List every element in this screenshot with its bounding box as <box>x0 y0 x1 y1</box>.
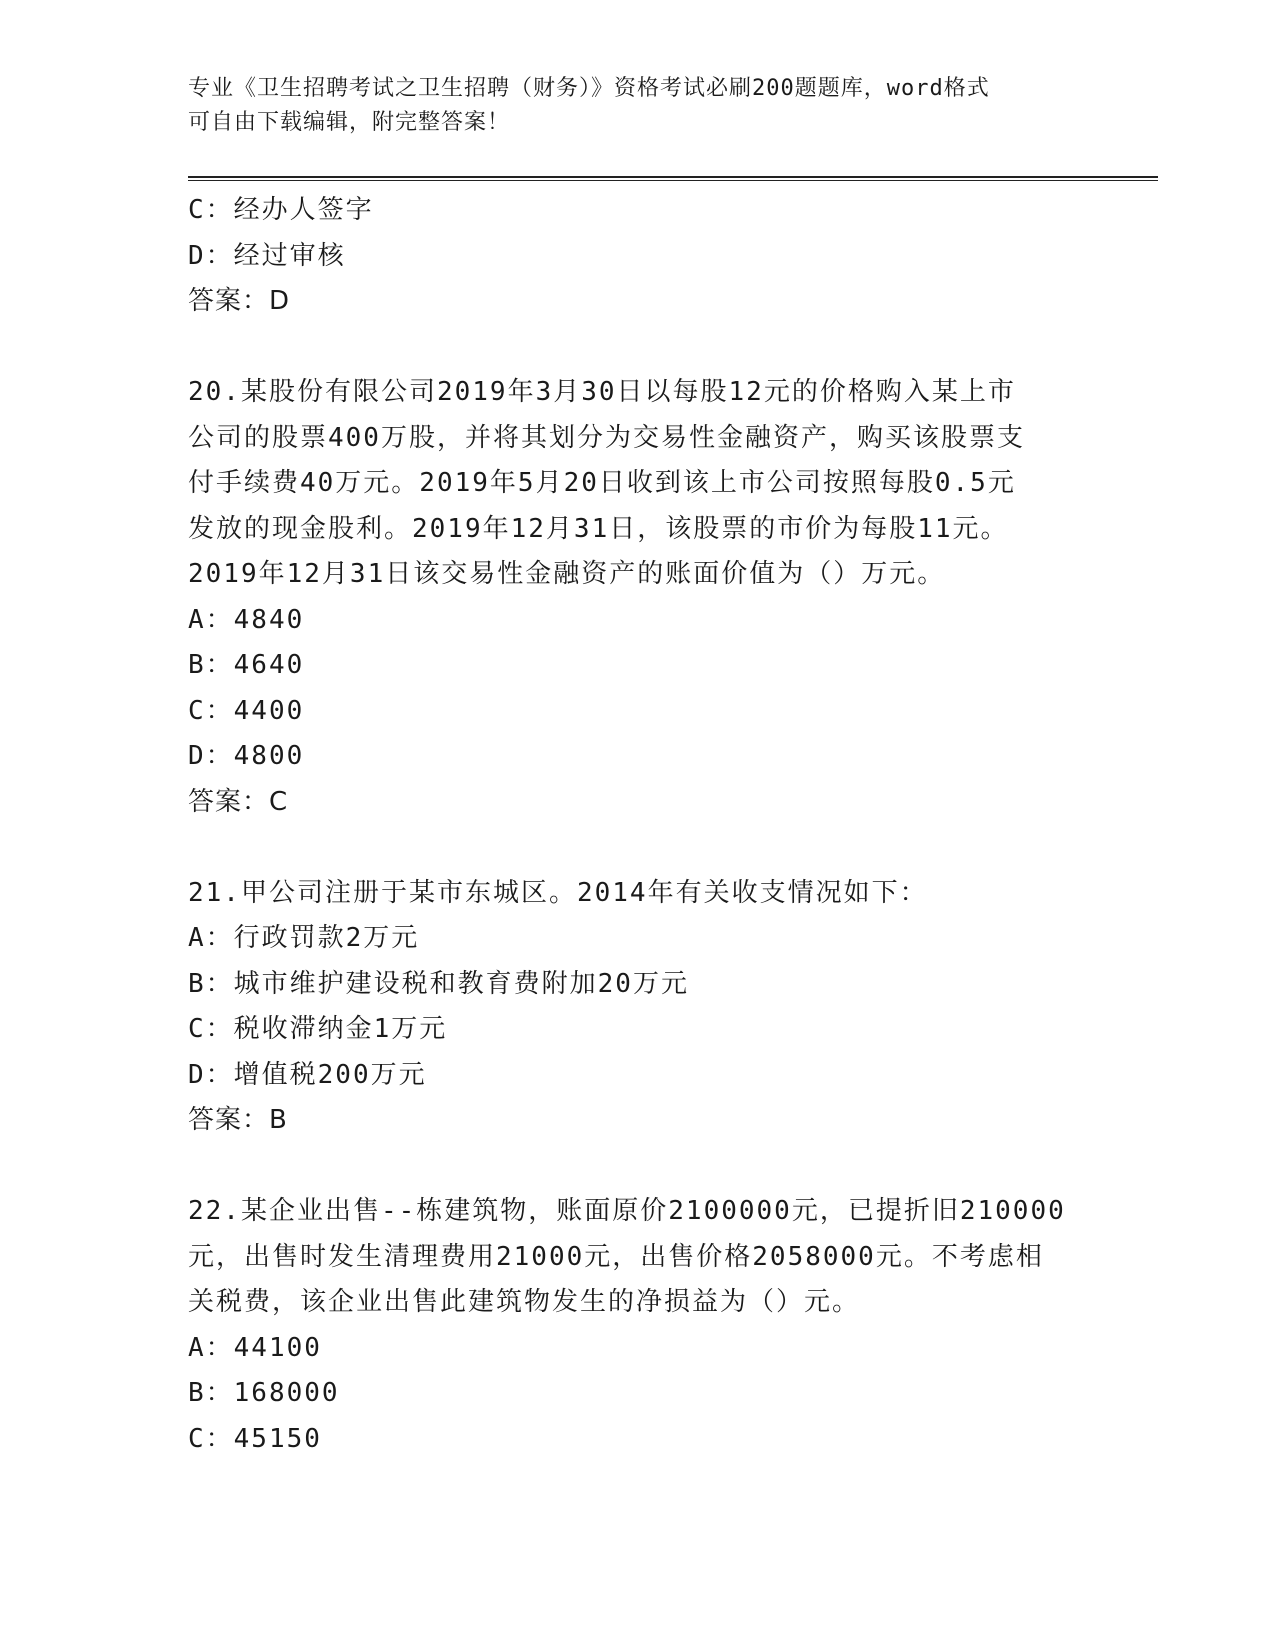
question-21 <box>188 871 1068 1144</box>
question-text-line: 22.某企业出售--栋建筑物，账面原价2100000元，已提折旧210000 <box>188 1196 1066 1226</box>
question-text-line: 元，出售时发生清理费用21000元，出售价格2058000元。不考虑相 <box>188 1241 1044 1272</box>
answer-line: 答案：D <box>188 286 291 316</box>
option-b: B：城市维护建设税和教育费附加20万元 <box>188 968 689 999</box>
option-a: A：4840 <box>188 604 305 635</box>
question-text-line: 2019年12月31日该交易性金融资产的账面价值为（）万元。 <box>188 559 946 589</box>
document-header <box>188 72 1068 140</box>
question-20 <box>188 370 1068 825</box>
option-d: D：增值税200万元 <box>188 1059 427 1090</box>
answer-line: 答案：C <box>188 786 289 817</box>
question-text-line: 付手续费40万元。2019年5月20日收到该上市公司按照每股0.5元 <box>188 468 1016 498</box>
option-c: C：经办人签字 <box>188 195 374 225</box>
option-d: D：经过审核 <box>188 240 346 271</box>
option-c: C：4400 <box>188 695 305 726</box>
option-c: C：45150 <box>188 1423 322 1454</box>
question-19-continuation <box>188 188 1068 325</box>
option-a: A：行政罚款2万元 <box>188 923 420 953</box>
question-text-line: 发放的现金股利。2019年12月31日，该股票的市价为每股11元。 <box>188 513 1009 544</box>
option-a: A：44100 <box>188 1332 322 1363</box>
answer-line: 答案：B <box>188 1105 288 1135</box>
question-text-line: 21.甲公司注册于某市东城区。2014年有关收支情况如下： <box>188 877 928 908</box>
spacer <box>188 325 1068 371</box>
option-b: B：168000 <box>188 1378 340 1408</box>
spacer <box>188 825 1068 871</box>
header-title-line-1: 专业《卫生招聘考试之卫生招聘（财务）》资格考试必刷200题题库，word格式 <box>188 76 990 101</box>
option-b: B：4640 <box>188 650 305 680</box>
option-d: D：4800 <box>188 741 305 771</box>
spacer <box>188 1144 1068 1190</box>
question-text-line: 公司的股票400万股，并将其划分为交易性金融资产，购买该股票支 <box>188 422 1025 453</box>
header-divider <box>188 176 1158 181</box>
question-22 <box>188 1189 1068 1462</box>
option-c: C：税收滞纳金1万元 <box>188 1014 448 1044</box>
header-title-line-2: 可自由下载编辑，附完整答案！ <box>188 110 511 135</box>
question-text-line: 关税费，该企业出售此建筑物发生的净损益为（）元。 <box>188 1287 861 1317</box>
question-text-line: 20.某股份有限公司2019年3月30日以每股12元的价格购入某上市 <box>188 377 1016 407</box>
document-body <box>188 188 1068 1462</box>
